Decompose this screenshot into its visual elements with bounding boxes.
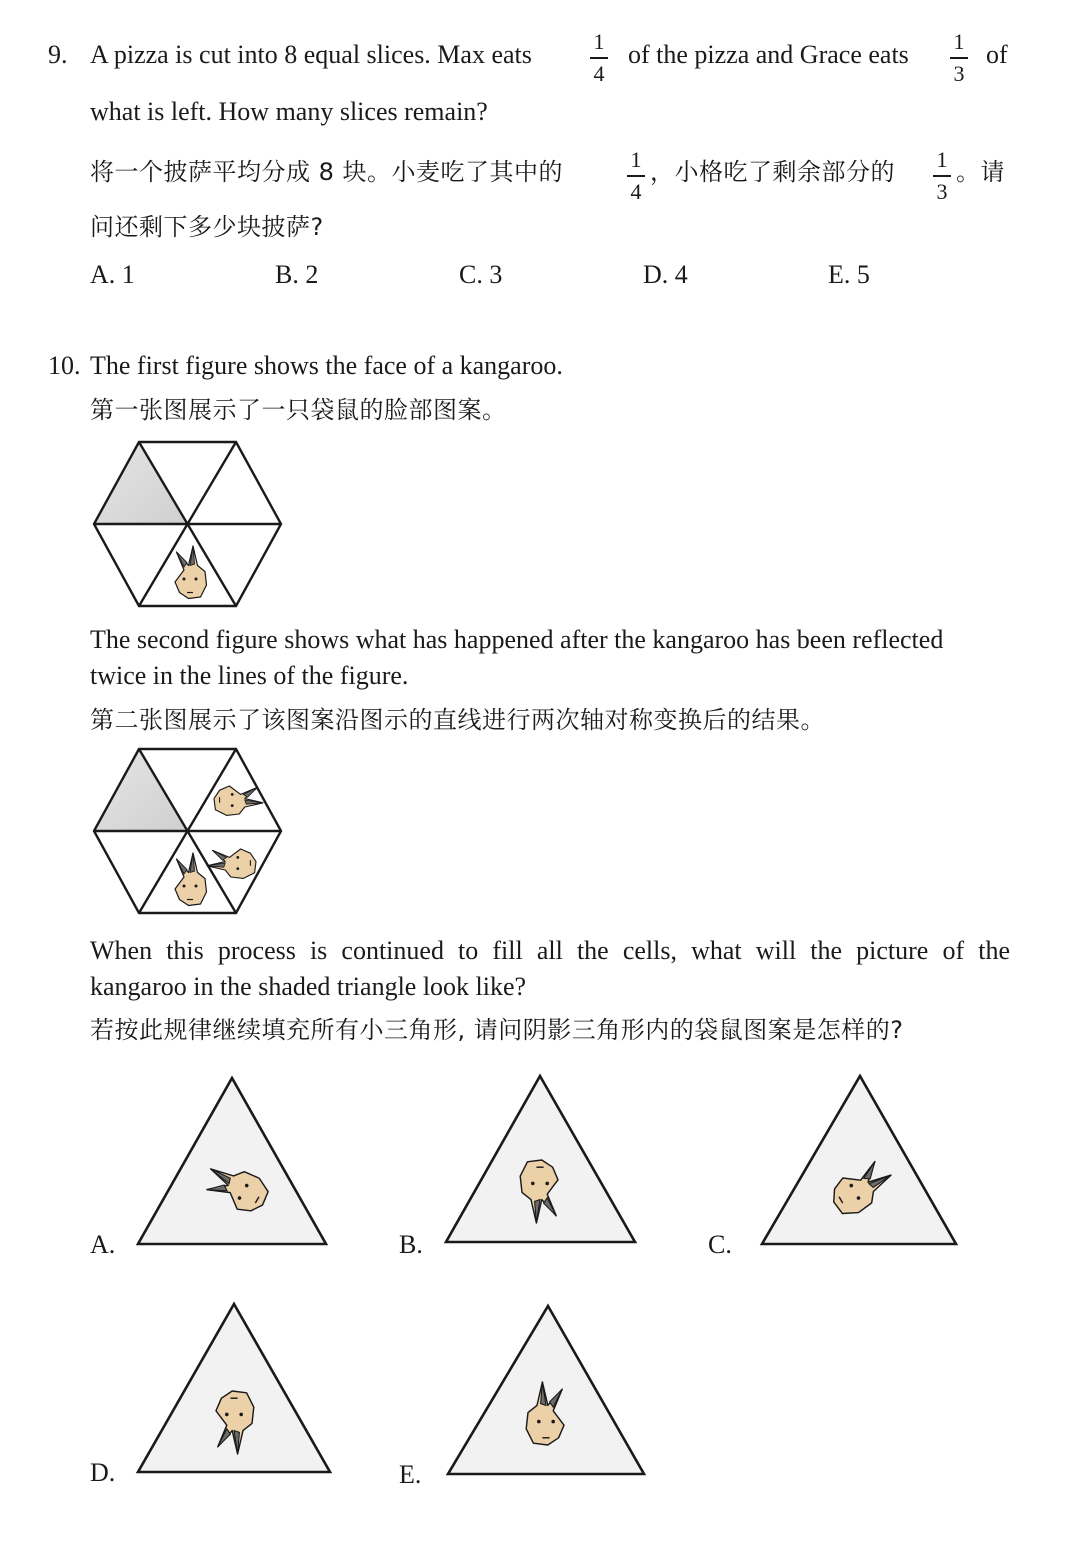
q10-option-b-figure[interactable] xyxy=(440,1072,640,1250)
question-9-text-line2: what is left. How many slices remain? xyxy=(90,97,488,126)
q10-option-a-label[interactable]: A. xyxy=(90,1230,116,1259)
question-10-text-4: When this process is continued to fill all the cells, what will the picture of the xyxy=(90,936,1010,965)
question-10-text: The first figure shows the face of a kangaroo. xyxy=(90,351,563,380)
question-9-text-end: of xyxy=(986,40,1008,69)
question-10-number: 10. xyxy=(48,351,81,380)
question-9-number: 9. xyxy=(48,40,68,69)
fraction-one-quarter-zh xyxy=(625,149,647,203)
q9-option-c[interactable]: C. 3 xyxy=(459,260,503,289)
kangaroo-face-icon xyxy=(214,786,263,815)
q10-option-e-figure[interactable] xyxy=(442,1300,652,1480)
question-9-chinese-line2: 问还剩下多少块披萨? xyxy=(90,213,324,241)
kangaroo-face-icon xyxy=(207,849,256,878)
q9-option-e[interactable]: E. 5 xyxy=(828,260,870,289)
q10-option-e-label[interactable]: E. xyxy=(399,1460,422,1489)
fraction-one-third xyxy=(948,31,970,85)
question-10-chinese-2: 第二张图展示了该图案沿图示的直线进行两次轴对称变换后的结果。 xyxy=(90,706,825,734)
question-9-text: A pizza is cut into 8 equal slices. Max eats xyxy=(90,40,532,69)
kangaroo-face-icon xyxy=(175,853,207,906)
question-10-chinese-3: 若按此规律继续填充所有小三角形, 请问阴影三角形内的袋鼠图案是怎样的? xyxy=(90,1016,904,1044)
question-10-text-2: The second figure shows what has happened after the kangaroo has been reflected xyxy=(90,625,944,654)
fraction-numerator: 1 xyxy=(953,29,965,54)
q10-option-d-figure[interactable] xyxy=(132,1300,337,1478)
question-10-chinese-1: 第一张图展示了一只袋鼠的脸部图案。 xyxy=(90,396,507,424)
q10-option-c-label[interactable]: C. xyxy=(708,1230,732,1259)
q9-option-d[interactable]: D. 4 xyxy=(643,260,688,289)
fraction-denominator: 4 xyxy=(630,178,642,204)
hexagon-figure-2 xyxy=(90,745,285,917)
hexagon-figure-1 xyxy=(90,438,285,610)
question-9-chinese-end: 。请 xyxy=(956,158,1005,186)
fraction-one-third-zh xyxy=(931,149,953,203)
fraction-one-quarter xyxy=(588,31,610,85)
fraction-numerator: 1 xyxy=(593,29,605,54)
question-10-text-5: kangaroo in the shaded triangle look like? xyxy=(90,972,527,1001)
q10-option-a-figure[interactable] xyxy=(130,1072,335,1250)
question-10-text-3: twice in the lines of the figure. xyxy=(90,661,409,690)
q10-option-c-figure[interactable] xyxy=(758,1072,963,1250)
question-9-chinese: 将一个披萨平均分成 8 块。小麦吃了其中的 xyxy=(90,158,564,186)
fraction-denominator: 4 xyxy=(593,60,605,86)
kangaroo-face-icon xyxy=(175,546,207,599)
fraction-denominator: 3 xyxy=(936,178,948,204)
question-9-chinese-cont: ，小格吃了剩余部分的 xyxy=(650,158,895,186)
q10-option-b-label[interactable]: B. xyxy=(399,1230,423,1259)
fraction-numerator: 1 xyxy=(936,147,948,172)
q9-option-b[interactable]: B. 2 xyxy=(275,260,319,289)
fraction-numerator: 1 xyxy=(630,147,642,172)
q10-option-d-label[interactable]: D. xyxy=(90,1458,116,1487)
fraction-denominator: 3 xyxy=(953,60,965,86)
q9-option-a[interactable]: A. 1 xyxy=(90,260,135,289)
question-9-text-cont: of the pizza and Grace eats xyxy=(628,40,909,69)
